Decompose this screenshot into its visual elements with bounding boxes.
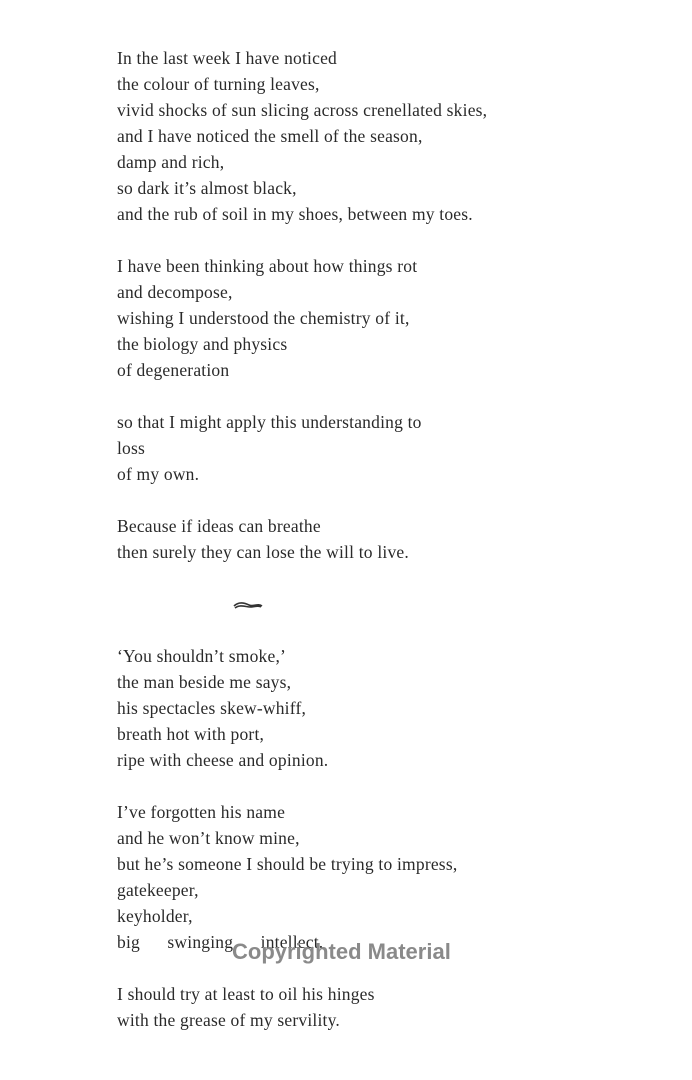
stanza-break: [117, 227, 487, 253]
poem-line: so that I might apply this understanding to: [117, 412, 422, 432]
poem-line: damp and rich,: [117, 152, 225, 172]
poem-line: vivid shocks of sun slicing across crenellated skies,: [117, 100, 488, 120]
poem-line: so dark it’s almost black,: [117, 178, 297, 198]
poem-line: the man beside me says,: [117, 672, 292, 692]
poem-line: and I have noticed the smell of the season,: [117, 126, 423, 146]
poem-line: big swinging intellect.: [117, 932, 324, 952]
poem-line: I have been thinking about how things rot: [117, 256, 418, 276]
poem-line: ‘You shouldn’t smoke,’: [117, 646, 287, 666]
poem-line: loss: [117, 438, 146, 458]
poem-line: and the rub of soil in my shoes, between my toes.: [117, 204, 473, 224]
poem-line: I’ve forgotten his name: [117, 802, 286, 822]
poem-line: his spectacles skew-whiff,: [117, 698, 307, 718]
poem-line: the biology and physics: [117, 334, 288, 354]
poem-line: keyholder,: [117, 906, 193, 926]
poem-line: I should try at least to oil his hinges: [117, 984, 375, 1004]
stanza-break: [117, 487, 487, 513]
poem-line: gatekeeper,: [117, 880, 199, 900]
section-break-ornament-icon: [117, 565, 487, 643]
poem-line: In the last week I have noticed: [117, 48, 338, 68]
poem-line: of degeneration: [117, 360, 230, 380]
poem-line: and decompose,: [117, 282, 233, 302]
poem-line: but he’s someone I should be trying to impress,: [117, 854, 458, 874]
stanza-break: [117, 773, 487, 799]
poem-line: the colour of turning leaves,: [117, 74, 320, 94]
poem-line: then surely they can lose the will to live.: [117, 542, 409, 562]
copyright-watermark: Copyrighted Material: [232, 939, 451, 964]
poem-line: of my own.: [117, 464, 200, 484]
poem-line: wishing I understood the chemistry of it,: [117, 308, 410, 328]
poem-line: and he won’t know mine,: [117, 828, 300, 848]
poem-line: breath hot with port,: [117, 724, 265, 744]
poem-line: ripe with cheese and opinion.: [117, 750, 329, 770]
poem-line: with the grease of my servility.: [117, 1010, 340, 1030]
poem-text: [117, 45, 487, 1033]
stanza-break: [117, 383, 487, 409]
poem-line: Because if ideas can breathe: [117, 516, 321, 536]
